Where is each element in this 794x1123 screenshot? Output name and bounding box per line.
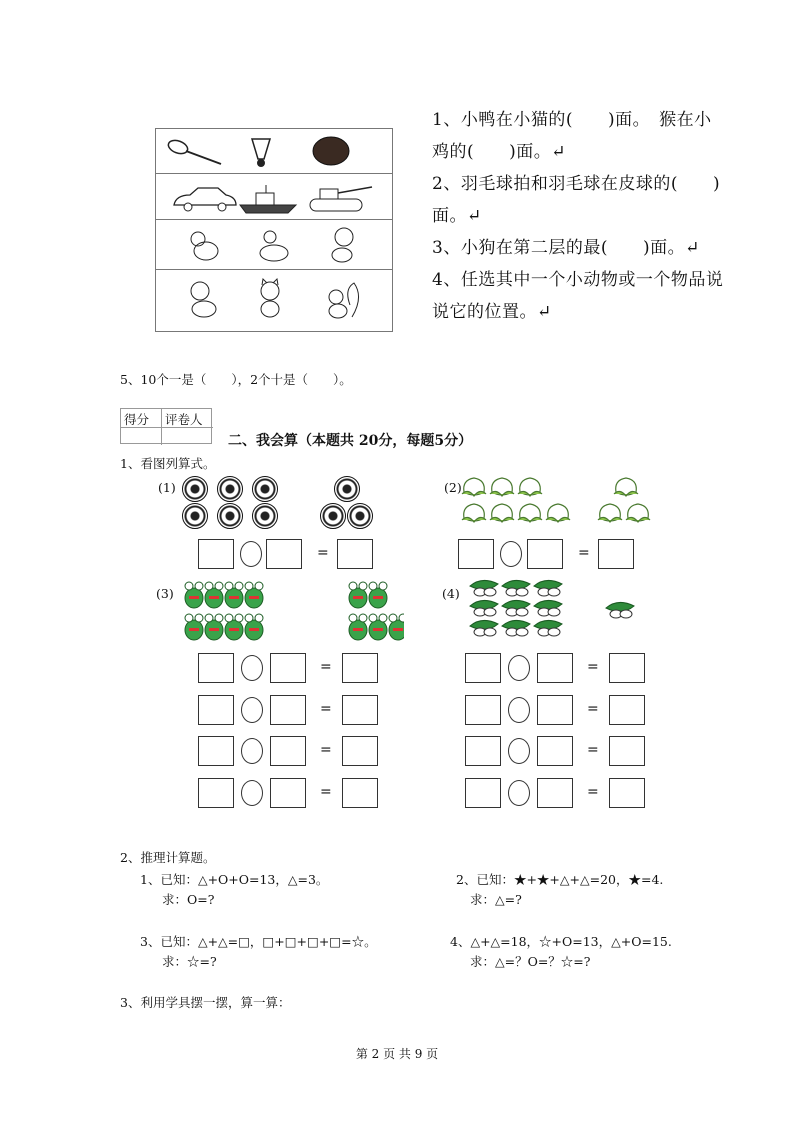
reasoning-p3-ask: 求：☆=? xyxy=(162,954,217,969)
equals-sign: = xyxy=(587,742,599,758)
reasoning-title: 2、推理计算题。 xyxy=(120,850,216,865)
soccer-ball-icon xyxy=(347,503,373,529)
operator-circle[interactable] xyxy=(241,697,263,723)
soccer-ball-icon xyxy=(182,503,208,529)
reasoning-p2-given: 2、已知：★+★+△+△=20，★=4. xyxy=(456,872,664,887)
q2-line2: 面。↵ xyxy=(432,206,482,226)
answer-box[interactable] xyxy=(270,778,306,808)
answer-box[interactable] xyxy=(342,695,378,725)
q4-line2: 说它的位置。↵ xyxy=(432,302,552,322)
answer-box[interactable] xyxy=(609,736,645,766)
q1-line1: 1、小鸭在小猫的( )面。 猴在小 xyxy=(432,110,712,130)
label-1: (1) xyxy=(158,480,176,495)
q3: 3、小狗在第二层的最( )面。↵ xyxy=(432,238,700,258)
label-3: (3) xyxy=(156,586,174,601)
answer-box[interactable] xyxy=(342,653,378,683)
label-2: (2) xyxy=(444,480,462,495)
operator-circle[interactable] xyxy=(241,780,263,806)
operator-circle[interactable] xyxy=(508,780,530,806)
question-5: 5、10个一是（ ），2个十是（ ）。 xyxy=(120,372,352,387)
answer-box[interactable] xyxy=(270,695,306,725)
answer-box[interactable] xyxy=(537,695,573,725)
operator-circle[interactable] xyxy=(508,697,530,723)
answer-box[interactable] xyxy=(465,778,501,808)
score-label: 得分 xyxy=(124,412,150,427)
equals-sign: = xyxy=(320,742,332,758)
equals-sign: = xyxy=(587,701,599,717)
section-3-title: 3、利用学具摆一摆，算一算： xyxy=(120,995,291,1010)
answer-box[interactable] xyxy=(342,736,378,766)
q1-line2: 鸡的( )面。↵ xyxy=(432,142,567,162)
peach-group xyxy=(460,474,670,530)
answer-box[interactable] xyxy=(198,736,234,766)
page-footer: 第 2 页 共 9 页 xyxy=(355,1047,439,1061)
operator-circle[interactable] xyxy=(500,541,522,567)
badminton-racket-icon xyxy=(166,137,226,167)
grader-label: 评卷人 xyxy=(165,412,203,427)
answer-box[interactable] xyxy=(465,736,501,766)
operator-circle[interactable] xyxy=(508,738,530,764)
soccer-ball-icon xyxy=(182,476,208,502)
answer-box[interactable] xyxy=(598,539,634,569)
answer-box[interactable] xyxy=(537,778,573,808)
frog-group xyxy=(184,580,404,642)
dog-icon xyxy=(326,225,362,265)
operator-circle[interactable] xyxy=(241,738,263,764)
equals-sign: = xyxy=(587,784,599,800)
equals-sign: = xyxy=(320,659,332,675)
answer-box[interactable] xyxy=(609,653,645,683)
reasoning-p3-given: 3、已知：△+△=□，□+□+□+□=☆。 xyxy=(140,934,377,949)
answer-box[interactable] xyxy=(270,653,306,683)
squirrel-icon xyxy=(324,277,364,321)
answer-box[interactable] xyxy=(198,539,234,569)
answer-box[interactable] xyxy=(609,695,645,725)
grid-divider xyxy=(156,219,392,220)
leather-ball-icon xyxy=(311,135,351,167)
grid-divider xyxy=(156,173,392,174)
equals-sign: = xyxy=(320,784,332,800)
equals-sign: = xyxy=(317,545,329,561)
answer-box[interactable] xyxy=(270,736,306,766)
soccer-ball-icon xyxy=(334,476,360,502)
reasoning-p4-given: 4、△+△=18，☆+O=13，△+O=15. xyxy=(450,934,672,949)
equals-sign: = xyxy=(587,659,599,675)
soccer-ball-icon xyxy=(252,503,278,529)
equals-sign: = xyxy=(320,701,332,717)
chick-icon xyxy=(184,227,224,265)
answer-box[interactable] xyxy=(337,539,373,569)
soccer-ball-icon xyxy=(217,503,243,529)
shuttlecock-icon xyxy=(246,137,276,169)
position-picture-grid xyxy=(155,128,393,332)
section-2-sub1: 1、看图列算式。 xyxy=(120,456,216,471)
soccer-ball-icon xyxy=(320,503,346,529)
soccer-ball-icon xyxy=(217,476,243,502)
reasoning-p1-given: 1、已知：△+O+O=13，△=3。 xyxy=(140,872,329,887)
answer-box[interactable] xyxy=(527,539,563,569)
peach-icon xyxy=(462,478,486,496)
answer-box[interactable] xyxy=(342,778,378,808)
answer-box[interactable] xyxy=(198,695,234,725)
equals-sign: = xyxy=(578,545,590,561)
answer-box[interactable] xyxy=(609,778,645,808)
ship-icon xyxy=(238,183,298,217)
answer-box[interactable] xyxy=(537,653,573,683)
score-table xyxy=(120,408,212,444)
section-2-title: 二、我会算（本题共 20分，每题5分） xyxy=(228,433,473,449)
answer-box[interactable] xyxy=(458,539,494,569)
car-icon xyxy=(170,185,240,215)
duck-icon xyxy=(256,227,292,265)
tank-icon xyxy=(306,181,376,217)
answer-box[interactable] xyxy=(198,653,234,683)
operator-circle[interactable] xyxy=(508,655,530,681)
answer-box[interactable] xyxy=(198,778,234,808)
question-block-position xyxy=(432,104,762,328)
reasoning-p2-ask: 求：△=? xyxy=(470,892,522,907)
soccer-ball-icon xyxy=(252,476,278,502)
reasoning-p4-ask: 求：△=？O=？☆=? xyxy=(470,954,591,969)
monkey-icon xyxy=(184,277,224,321)
q2-line1: 2、羽毛球拍和羽毛球在皮球的( ) xyxy=(432,174,721,194)
answer-box[interactable] xyxy=(465,653,501,683)
answer-box[interactable] xyxy=(537,736,573,766)
cat-icon xyxy=(252,277,288,321)
label-4: (4) xyxy=(442,586,460,601)
grid-divider xyxy=(156,269,392,270)
operator-circle[interactable] xyxy=(241,655,263,681)
reasoning-p1-ask: 求：O=? xyxy=(162,892,215,907)
answer-box[interactable] xyxy=(465,695,501,725)
leaf-group xyxy=(468,578,648,644)
operator-circle[interactable] xyxy=(240,541,262,567)
answer-box[interactable] xyxy=(266,539,302,569)
q4-line1: 4、任选其中一个小动物或一个物品说 xyxy=(432,270,724,290)
